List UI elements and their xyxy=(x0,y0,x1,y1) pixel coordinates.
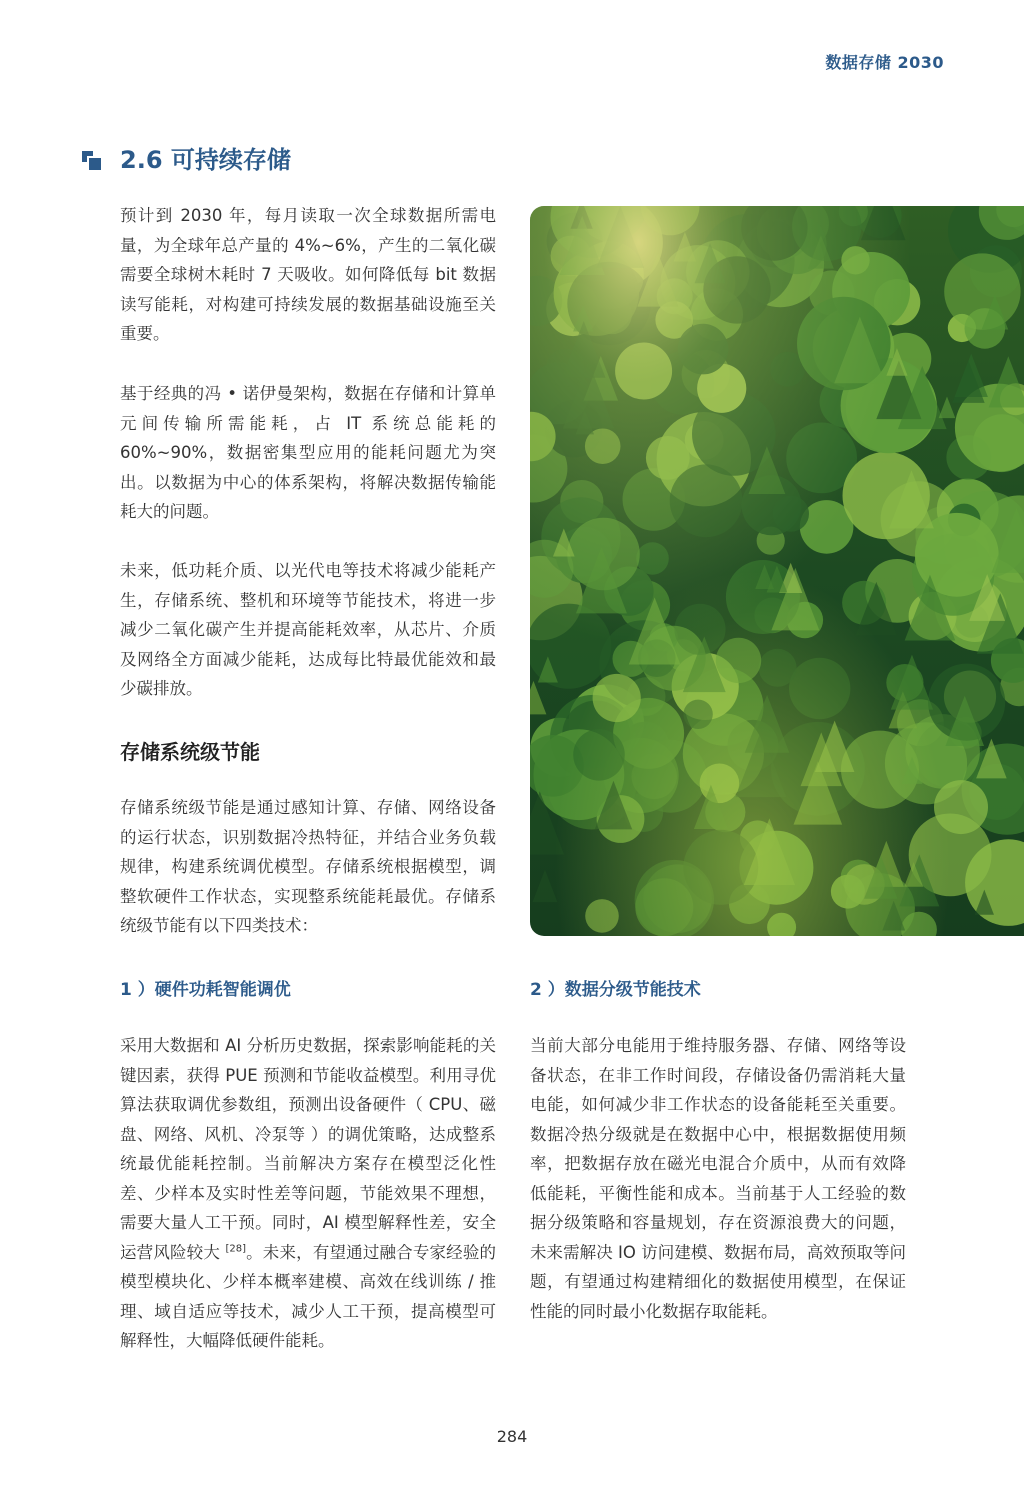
item-1-title: 1 ）硬件功耗智能调优 xyxy=(120,980,291,1000)
running-header: 数据存储 2030 xyxy=(825,53,944,72)
item-1-text: 采用大数据和 AI 分析历史数据，探索影响能耗的关键因素，获得 PUE 预测和节能收益模型。利用寻优算法获取调优参数组，预测出设备硬件（ CPU、磁盘、网络、风机、冷泵等 ）的调优策略，达成整系统最优能耗控制。当前解决方案存在模型泛化性差、少样本及实时性差等问题，节能效果不理想，需要大量人工干预。同时，AI 模型解释性差，安全运营风险较大 xyxy=(120,1036,496,1262)
item-2-paragraph: 当前大部分电能用于维持服务器、存储、网络等设备状态，在非工作时间段，存储设备仍需消耗大量电能，如何减少非工作状态的设备能耗至关重要。数据冷热分级就是在数据中心中，根据数据使用频率，把数据存放在磁光电混合介质中，从而有效降低能耗，平衡性能和成本。当前基于人工经验的数据分级策略和容量规划，存在资源浪费大的问题，未来需解决 IO 访问建模、数据布局，高效预取等问题，有望通过构建精细化的数据使用模型，在保证性能的同时最小化数据存取能耗。 xyxy=(530,1036,906,1321)
citation-ref[interactable]: [28] xyxy=(225,1243,246,1254)
item-2-title: 2 ）数据分级节能技术 xyxy=(530,980,701,1000)
intro-paragraph-1: 预计到 2030 年，每月读取一次全球数据所需电量，为全球年总产量的 4%~6%，产生的二氧化碳需要全球树木耗时 7 天吸收。如何降低每 bit 数据读写能耗，对构建可持续发展的数据基础设施至关重要。 xyxy=(120,206,496,343)
stacked-squares-icon xyxy=(82,151,101,170)
subsection-title: 存储系统级节能 xyxy=(120,740,260,764)
section-title: 2.6 可持续存储 xyxy=(120,146,291,174)
subsection-paragraph: 存储系统级节能是通过感知计算、存储、网络设备的运行状态，识别数据冷热特征，并结合业务负载规律，构建系统调优模型。存储系统根据模型，调整软硬件工作状态，实现整系统能耗最优。存储系统级节能有以下四类技术： xyxy=(120,798,496,935)
intro-paragraph-3: 未来，低功耗介质、以光代电等技术将减少能耗产生，存储系统、整机和环境等节能技术，将进一步减少二氧化碳产生并提高能耗效率，从芯片、介质及网络全方面减少能耗，达成每比特最优能效和最少碳排放。 xyxy=(120,561,496,698)
item-1-text-continued: 。未来，有望通过融合专家经验的模型模块化、少样本概率建模、高效在线训练 / 推理、域自适应等技术，减少人工干预，提高模型可解释性，大幅降低硬件能耗。 xyxy=(120,1242,497,1350)
item-1-paragraph xyxy=(120,1031,496,1356)
forest-canopy-photo xyxy=(530,206,1024,936)
intro-paragraph-2: 基于经典的冯 • 诺伊曼架构，数据在存储和计算单元间传输所需能耗，占 IT 系统总能耗的 60%~90%，数据密集型应用的能耗问题尤为突出。以数据为中心的体系架构，将解决数据传输能耗大的问题。 xyxy=(120,384,496,521)
page-number: 284 xyxy=(496,1427,528,1446)
